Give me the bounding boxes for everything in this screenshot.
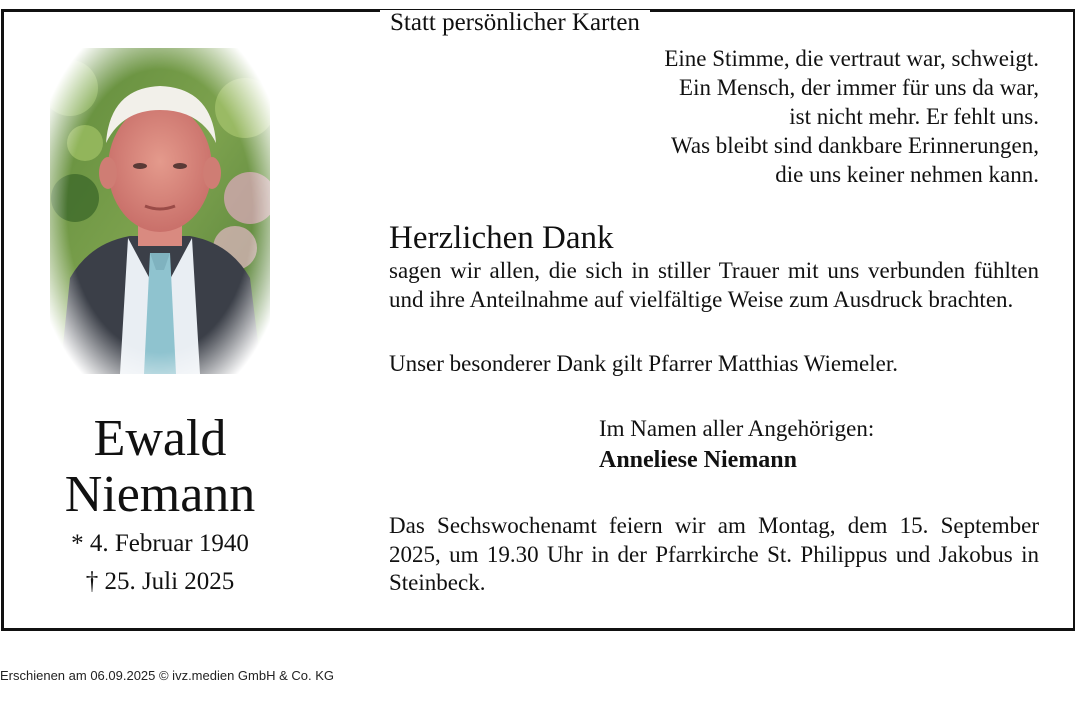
service-announcement: Das Sechswochenamt feiern wir am Montag, dem 15. September 2025, um 19.30 Uhr in der Pfarrkirche St. Philippus und Jakobus in Steinbeck.: [389, 513, 1039, 595]
thanks-heading: Herzlichen Dank: [389, 220, 614, 256]
footer-credit: Erschienen am 06.09.2025 © ivz.medien GmbH & Co. KG: [0, 668, 335, 683]
portrait-photo: [50, 48, 270, 374]
poem-line: ist nicht mehr. Er fehlt uns.: [789, 104, 1039, 129]
poem-line: die uns keiner nehmen kann.: [775, 162, 1039, 187]
death-date: † 25. Juli 2025: [85, 568, 235, 595]
poem-line: Was bleibt sind dankbare Erinnerungen,: [671, 133, 1039, 158]
birth-date: * 4. Februar 1940: [71, 530, 249, 557]
thanks-text: sagen wir allen, die sich in stiller Trauer mit uns verbunden fühlten und ihre Anteilnahme auf vielfältige Weise zum Ausdruck brachten.: [389, 258, 1039, 312]
header-label: Statt persönlicher Karten: [380, 10, 650, 36]
poem-line: Ein Mensch, der immer für uns da war,: [679, 75, 1039, 100]
deceased-first-name: Ewald: [93, 410, 227, 467]
signature-name: Anneliese Niemann: [599, 447, 797, 473]
deceased-last-name: Niemann: [64, 466, 256, 523]
special-thanks: Unser besonderer Dank gilt Pfarrer Matthias Wiemeler.: [389, 351, 898, 376]
signature-intro: Im Namen aller Angehörigen:: [599, 416, 875, 441]
poem: [664, 44, 1039, 189]
poem-line: Eine Stimme, die vertraut war, schweigt.: [664, 46, 1039, 71]
